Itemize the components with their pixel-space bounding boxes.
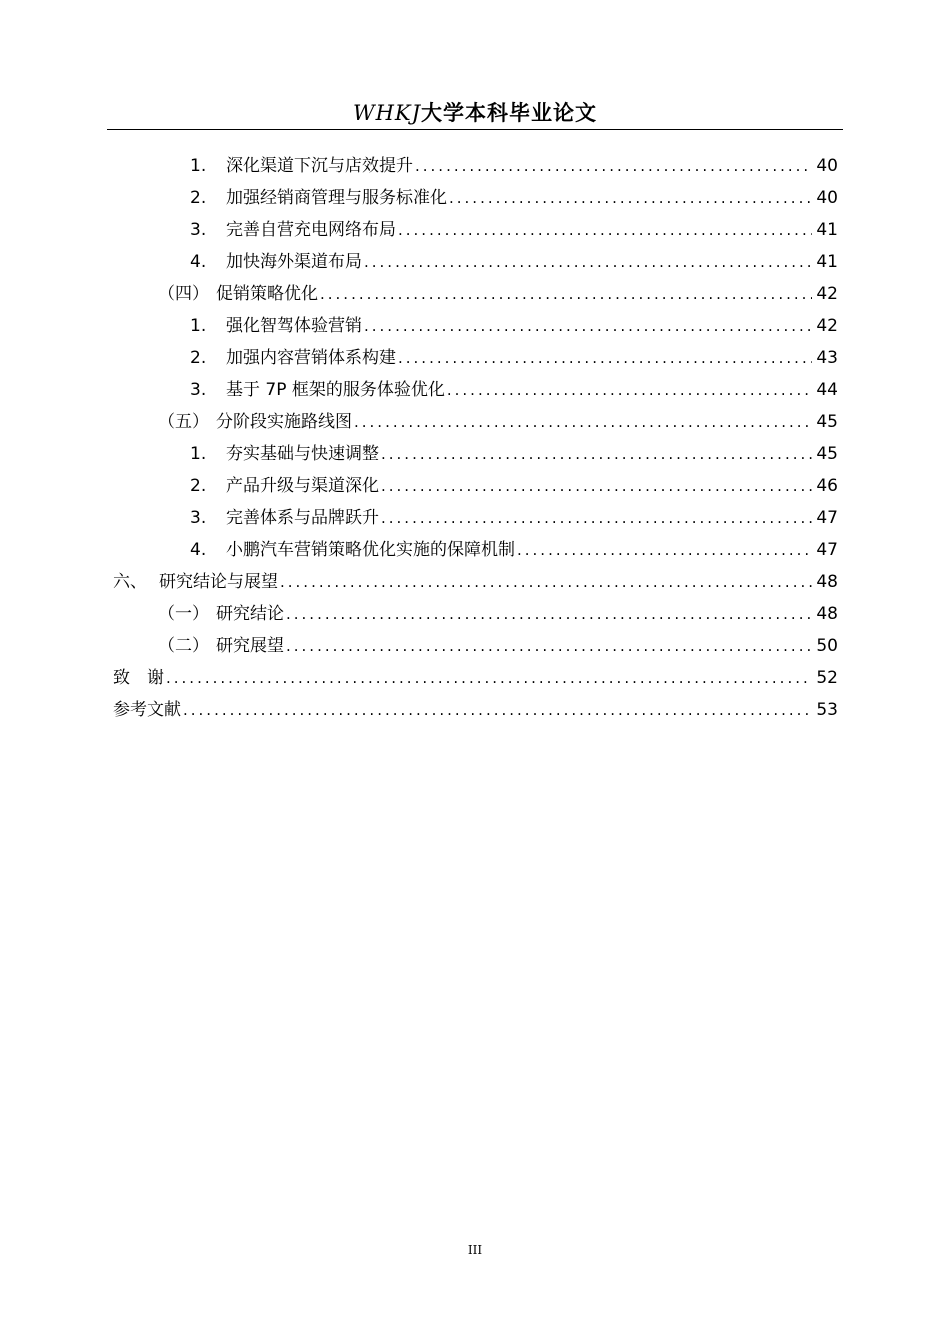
toc-entry[interactable] [113, 470, 838, 502]
toc-entry-page: 47 [816, 540, 838, 560]
toc-entry-page: 45 [816, 412, 838, 432]
toc-entry[interactable] [113, 694, 838, 726]
toc-entry-label: 研究展望 [216, 636, 284, 656]
toc-entry-label: 加强内容营销体系构建 [226, 348, 396, 368]
toc-entry-page: 41 [816, 220, 838, 240]
toc-entry[interactable] [113, 406, 838, 438]
toc-entry-page: 40 [816, 156, 838, 176]
toc-leader-dots [381, 502, 812, 534]
toc-entry[interactable] [113, 342, 838, 374]
toc-entry-label: 参考文献 [113, 700, 181, 720]
toc-entry-page: 44 [816, 380, 838, 400]
toc-leader-dots [166, 662, 812, 694]
toc-entry-page: 45 [816, 444, 838, 464]
toc-entry-page: 42 [816, 284, 838, 304]
toc-entry-page: 41 [816, 252, 838, 272]
toc-entry-page: 52 [816, 668, 838, 688]
toc-entry[interactable] [113, 214, 838, 246]
toc-entry-label: 强化智驾体验营销 [226, 316, 362, 336]
toc-entry-page: 40 [816, 188, 838, 208]
toc-entry[interactable] [113, 182, 838, 214]
toc-entry-page: 48 [816, 604, 838, 624]
toc-entry-page: 50 [816, 636, 838, 656]
toc-entry-page: 47 [816, 508, 838, 528]
toc-entry-number: 1. [190, 156, 207, 176]
toc-leader-dots [364, 310, 812, 342]
toc-leader-dots [364, 246, 812, 278]
toc-leader-dots [449, 182, 812, 214]
toc-entry-label: 夯实基础与快速调整 [226, 444, 379, 464]
toc-entry-number: 3. [190, 220, 207, 240]
header-brand: WHKJ [352, 101, 421, 125]
toc-entry-label: 致 谢 [113, 668, 164, 688]
toc-entry-number: 1. [190, 444, 207, 464]
page-number: III [467, 1243, 483, 1257]
toc-entry-label: 加快海外渠道布局 [226, 252, 362, 272]
toc-entry[interactable] [113, 534, 838, 566]
toc-entry[interactable] [113, 150, 838, 182]
toc-entry[interactable] [113, 630, 838, 662]
toc-entry-number: 1. [190, 316, 207, 336]
toc-leader-dots [320, 278, 812, 310]
toc-leader-dots [517, 534, 812, 566]
toc-entry-number: 2. [190, 348, 207, 368]
toc-entry[interactable] [113, 438, 838, 470]
toc-entry-page: 43 [816, 348, 838, 368]
toc-entry-number: 4. [190, 252, 207, 272]
toc-entry-label: 产品升级与渠道深化 [226, 476, 379, 496]
toc-leader-dots [286, 598, 812, 630]
toc-entry-number: （一） [158, 604, 209, 624]
toc-entry-number: （二） [158, 636, 209, 656]
toc-entry-number: 六、 [113, 572, 147, 592]
table-of-contents [113, 150, 838, 726]
toc-entry-page: 42 [816, 316, 838, 336]
toc-entry[interactable] [113, 246, 838, 278]
toc-entry-number: 3. [190, 508, 207, 528]
toc-entry-label: 分阶段实施路线图 [216, 412, 352, 432]
toc-entry-label: 完善自营充电网络布局 [226, 220, 396, 240]
toc-entry-label: 小鹏汽车营销策略优化实施的保障机制 [226, 540, 515, 560]
toc-entry[interactable] [113, 502, 838, 534]
toc-leader-dots [447, 374, 812, 406]
toc-entry-label: 研究结论与展望 [159, 572, 278, 592]
toc-entry-number: 2. [190, 476, 207, 496]
toc-leader-dots [415, 150, 812, 182]
toc-entry-page: 53 [816, 700, 838, 720]
toc-entry-number: 4. [190, 540, 207, 560]
toc-entry-label: 促销策略优化 [216, 284, 318, 304]
toc-entry-number: 2. [190, 188, 207, 208]
header-title: 大学本科毕业论文 [421, 101, 597, 125]
toc-entry-number: （四） [158, 284, 209, 304]
toc-entry[interactable] [113, 278, 838, 310]
toc-entry[interactable] [113, 374, 838, 406]
toc-entry-label: 加强经销商管理与服务标准化 [226, 188, 447, 208]
toc-entry-page: 48 [816, 572, 838, 592]
header-rule [107, 129, 843, 130]
toc-entry-label: 基于 7P 框架的服务体验优化 [226, 380, 445, 400]
toc-leader-dots [381, 438, 812, 470]
toc-entry[interactable] [113, 598, 838, 630]
toc-leader-dots [398, 214, 812, 246]
toc-leader-dots [354, 406, 812, 438]
toc-entry[interactable] [113, 662, 838, 694]
toc-entry[interactable] [113, 566, 838, 598]
toc-entry-label: 深化渠道下沉与店效提升 [226, 156, 413, 176]
toc-entry-page: 46 [816, 476, 838, 496]
toc-leader-dots [183, 694, 812, 726]
toc-leader-dots [381, 470, 812, 502]
page-header [0, 98, 950, 128]
toc-entry[interactable] [113, 310, 838, 342]
toc-leader-dots [398, 342, 812, 374]
toc-leader-dots [286, 630, 812, 662]
toc-entry-number: 3. [190, 380, 207, 400]
toc-entry-label: 研究结论 [216, 604, 284, 624]
toc-leader-dots [280, 566, 812, 598]
toc-entry-label: 完善体系与品牌跃升 [226, 508, 379, 528]
toc-entry-number: （五） [158, 412, 209, 432]
